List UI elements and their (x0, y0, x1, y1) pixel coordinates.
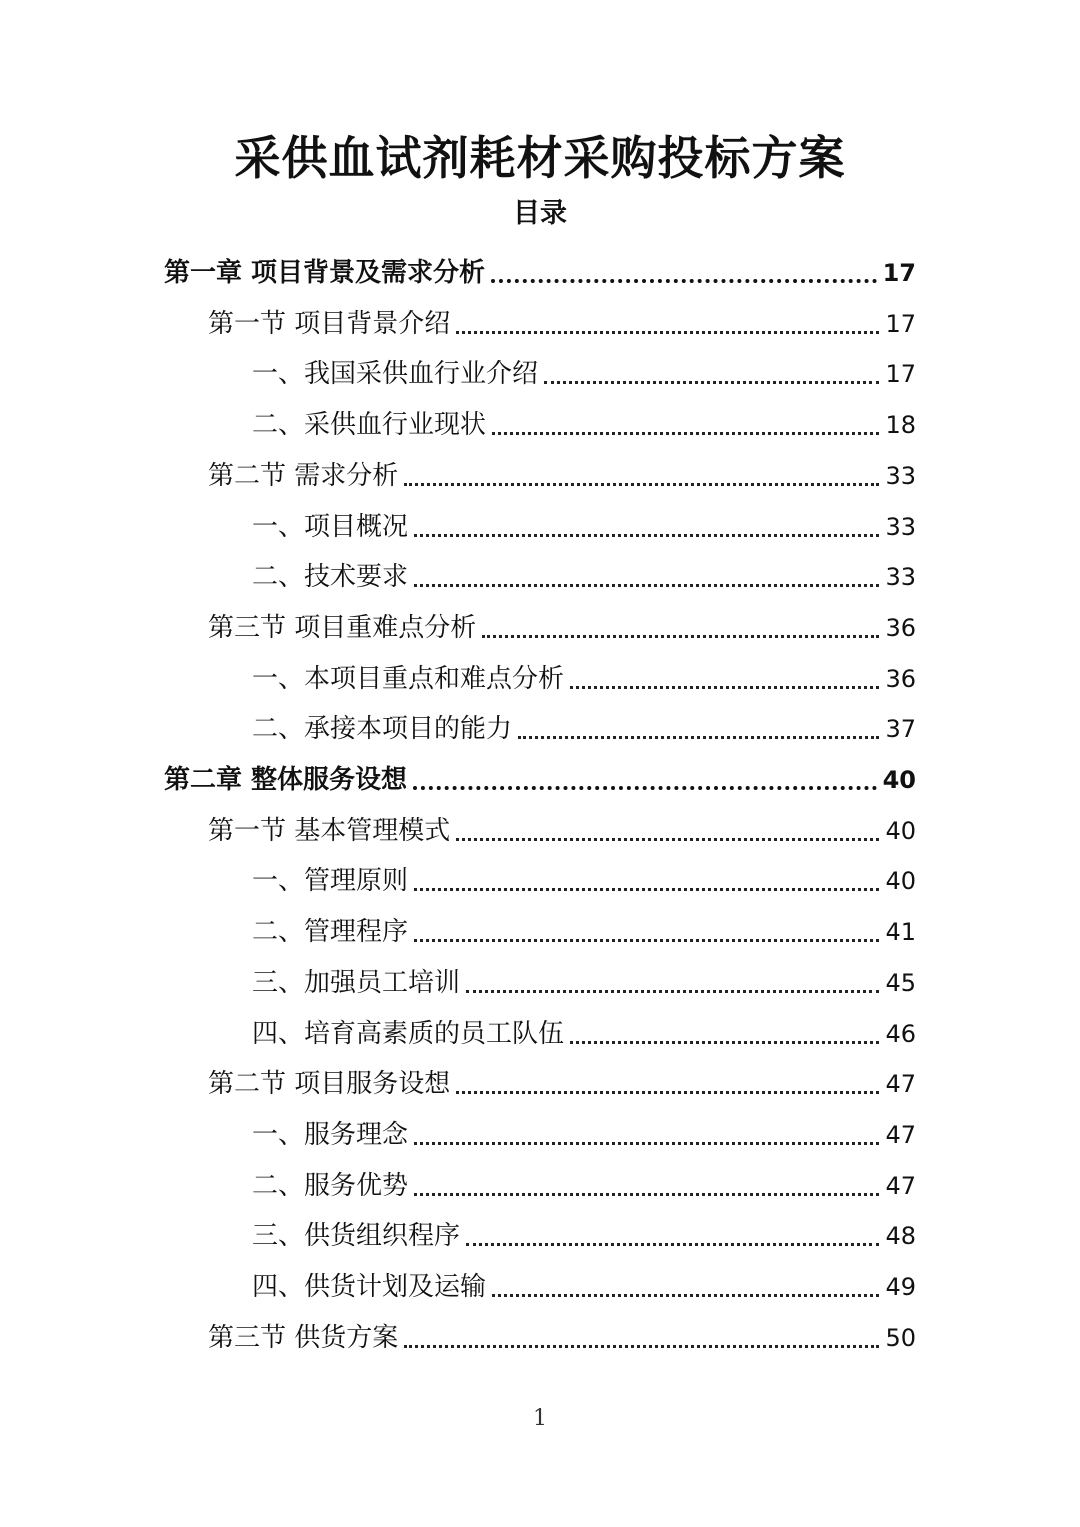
toc-dot-leader (492, 1294, 879, 1297)
toc-entry-page: 36 (885, 613, 916, 642)
toc-entry-page: 50 (885, 1323, 916, 1352)
toc-entry-page: 41 (885, 918, 916, 947)
toc-entry-label: 第二节 项目服务设想 (208, 1069, 451, 1100)
toc-entry-label: 二、服务优势 (252, 1170, 409, 1201)
toc-entry[interactable] (164, 240, 916, 290)
toc-entry-page: 17 (885, 360, 916, 389)
toc-dot-leader (466, 1243, 879, 1246)
toc-entry-label: 四、培育高素质的员工队伍 (252, 1018, 565, 1049)
toc-dot-leader (414, 534, 879, 537)
toc-entry-label: 第三节 项目重难点分析 (208, 612, 477, 643)
toc-entry-page: 40 (885, 816, 916, 845)
toc-entry-page: 45 (885, 968, 916, 997)
toc-entry[interactable] (208, 1051, 916, 1101)
toc-dot-leader (570, 686, 879, 689)
toc-entry-label: 三、加强员工培训 (252, 967, 461, 998)
toc-entry-label: 第二章 整体服务设想 (164, 765, 408, 795)
toc-dot-leader (544, 381, 879, 384)
toc-entry[interactable] (252, 392, 916, 442)
toc-entry[interactable] (208, 1305, 916, 1355)
toc-dot-leader (570, 1041, 879, 1044)
toc-dot-leader (466, 990, 879, 993)
toc-entry[interactable] (208, 443, 916, 493)
toc-entry-page: 17 (882, 259, 916, 287)
toc-entry-label: 一、我国采供血行业介绍 (252, 359, 539, 390)
toc-entry-label: 第一章 项目背景及需求分析 (164, 258, 486, 288)
toc-entry-page: 40 (882, 766, 916, 794)
toc-heading: 目录 (513, 198, 567, 229)
toc-entry-page: 36 (885, 664, 916, 693)
toc-entry-label: 二、管理程序 (252, 917, 409, 948)
toc-entry[interactable] (208, 291, 916, 341)
toc-entry-page: 37 (885, 715, 916, 744)
toc-entry[interactable] (252, 950, 916, 1000)
toc-dot-leader (414, 1142, 879, 1145)
toc-entry-label: 第三节 供货方案 (208, 1322, 399, 1353)
toc-entry-page: 18 (885, 411, 916, 440)
toc-entry[interactable] (252, 696, 916, 746)
toc-entry[interactable] (252, 1102, 916, 1152)
toc-dot-leader (414, 939, 879, 942)
toc-entry-page: 33 (885, 563, 916, 592)
toc-entry-page: 47 (885, 1120, 916, 1149)
toc-entry-page: 33 (885, 461, 916, 490)
toc-entry-page: 47 (885, 1070, 916, 1099)
toc-entry[interactable] (252, 341, 916, 391)
toc-entry-label: 四、供货计划及运输 (252, 1272, 487, 1302)
toc-entry[interactable] (252, 1001, 916, 1051)
toc-dot-leader (492, 432, 879, 435)
toc-entry-page: 47 (885, 1171, 916, 1200)
toc-dot-leader (456, 838, 879, 841)
toc-dot-leader (414, 1193, 879, 1196)
toc-dot-leader (456, 1091, 879, 1094)
toc-dot-leader (491, 279, 877, 283)
toc-entry-page: 40 (885, 867, 916, 896)
toc-entry-label: 一、本项目重点和难点分析 (252, 663, 565, 694)
toc-entry-label: 三、供货组织程序 (252, 1221, 461, 1252)
toc-entry-label: 第二节 需求分析 (208, 460, 399, 491)
page-number: 1 (533, 1406, 547, 1431)
toc-entry[interactable] (252, 899, 916, 949)
toc-entry[interactable] (164, 747, 916, 797)
toc-dot-leader (414, 584, 879, 587)
toc-entry[interactable] (252, 544, 916, 594)
toc-entry[interactable] (252, 848, 916, 898)
toc-entry-label: 第一节 基本管理模式 (208, 815, 451, 846)
toc-entry[interactable] (252, 646, 916, 696)
toc-dot-leader (456, 331, 879, 334)
toc-entry-page: 17 (885, 309, 916, 338)
document-title: 采供血试剂耗材采购投标方案 (234, 131, 846, 185)
toc-dot-leader (413, 786, 877, 790)
toc-entry-page: 49 (885, 1273, 916, 1301)
toc-dot-leader (518, 736, 879, 739)
toc-entry[interactable] (208, 798, 916, 848)
toc-entry[interactable] (208, 595, 916, 645)
toc-entry-label: 第一节 项目背景介绍 (208, 308, 451, 339)
toc-dot-leader (414, 888, 879, 891)
toc-entry-label: 一、管理原则 (252, 866, 409, 897)
toc-entry[interactable] (252, 1203, 916, 1253)
toc-entry-label: 一、项目概况 (252, 511, 409, 542)
toc-entry[interactable] (252, 1254, 916, 1304)
toc-entry-page: 33 (885, 512, 916, 541)
toc-dot-leader (482, 635, 879, 638)
toc-entry-page: 48 (885, 1222, 916, 1251)
toc-entry[interactable] (252, 494, 916, 544)
toc-entry-label: 二、采供血行业现状 (252, 410, 487, 441)
toc-dot-leader (404, 483, 879, 486)
toc-entry-label: 二、承接本项目的能力 (252, 714, 513, 745)
toc-entry-page: 46 (885, 1019, 916, 1048)
toc-entry-label: 二、技术要求 (252, 562, 409, 593)
toc-dot-leader (404, 1345, 879, 1348)
toc-entry[interactable] (252, 1153, 916, 1203)
toc-entry-label: 一、服务理念 (252, 1119, 409, 1150)
